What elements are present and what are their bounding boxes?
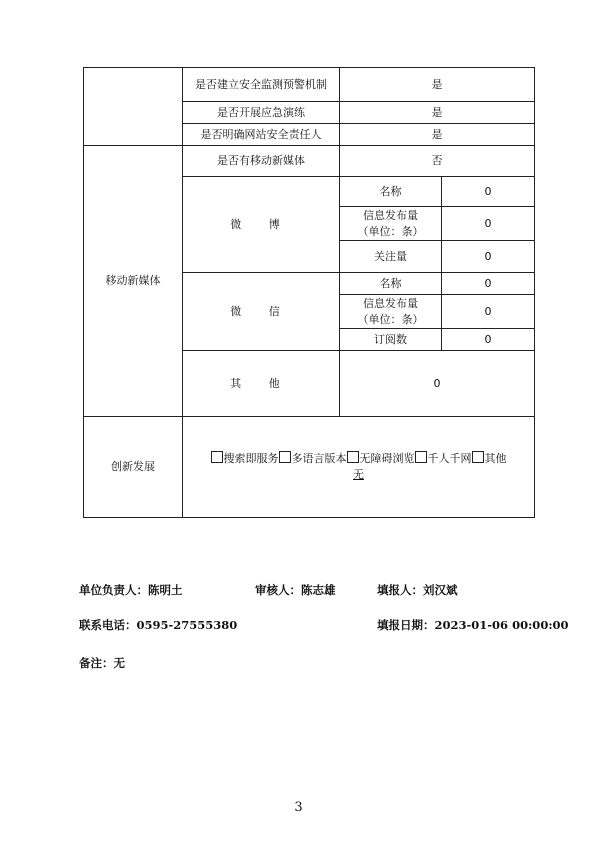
fill-date: 填报日期：2023-01-06 00:00:00 bbox=[377, 618, 569, 632]
wechat-label: 微 信 bbox=[183, 273, 340, 351]
innovation-other-text: 无 bbox=[353, 468, 364, 481]
wechat-name-label: 名称 bbox=[340, 273, 442, 295]
other-media-label: 其 他 bbox=[183, 351, 340, 417]
contact-phone: 联系电话：0595-27555380 bbox=[79, 618, 238, 632]
has-mobile-media-value: 否 bbox=[340, 146, 535, 177]
option-search-service[interactable]: 搜索即服务 bbox=[211, 452, 279, 465]
checkbox-unchecked[interactable] bbox=[347, 451, 359, 463]
checkbox-unchecked[interactable] bbox=[211, 451, 223, 463]
unit-leader: 单位负责人：陈明土 bbox=[79, 583, 183, 597]
weibo-name-value: 0 bbox=[442, 177, 535, 207]
emergency-drill-label: 是否开展应急演练 bbox=[183, 102, 340, 124]
option-personalized[interactable]: 千人千网 bbox=[415, 452, 472, 465]
weibo-posts-value: 0 bbox=[442, 207, 535, 241]
wechat-subscribers-value: 0 bbox=[442, 329, 535, 351]
warning-mechanism-label: 是否建立安全监测预警机制 bbox=[183, 68, 340, 102]
checkbox-unchecked[interactable] bbox=[472, 451, 484, 463]
filler: 填报人：刘汉斌 bbox=[377, 583, 458, 597]
page-number: 3 bbox=[294, 800, 303, 815]
checkbox-unchecked[interactable] bbox=[279, 451, 291, 463]
mobile-media-section-label: 移动新媒体 bbox=[84, 146, 183, 417]
website-report-table bbox=[83, 67, 535, 518]
wechat-name-value: 0 bbox=[442, 273, 535, 295]
option-other[interactable]: 其他 bbox=[472, 452, 507, 465]
security-owner-label: 是否明确网站安全责任人 bbox=[183, 124, 340, 146]
weibo-label: 微 博 bbox=[183, 177, 340, 273]
table-row bbox=[84, 68, 535, 102]
table-row bbox=[84, 146, 535, 177]
security-section-cell bbox=[84, 68, 183, 146]
checkbox-unchecked[interactable] bbox=[415, 451, 427, 463]
weibo-followers-label: 关注量 bbox=[340, 241, 442, 273]
wechat-posts-value: 0 bbox=[442, 295, 535, 329]
warning-mechanism-value: 是 bbox=[340, 68, 535, 102]
table-row bbox=[84, 417, 535, 518]
wechat-posts-label: 信息发布量 （单位：条） bbox=[340, 295, 442, 329]
security-owner-value: 是 bbox=[340, 124, 535, 146]
wechat-subscribers-label: 订阅数 bbox=[340, 329, 442, 351]
has-mobile-media-label: 是否有移动新媒体 bbox=[183, 146, 340, 177]
weibo-posts-label: 信息发布量 （单位：条） bbox=[340, 207, 442, 241]
innovation-options bbox=[183, 417, 535, 518]
reviewer: 审核人：陈志雄 bbox=[255, 583, 336, 597]
option-multilingual[interactable]: 多语言版本 bbox=[279, 452, 347, 465]
innovation-label: 创新发展 bbox=[84, 417, 183, 518]
weibo-followers-value: 0 bbox=[442, 241, 535, 273]
other-media-value: 0 bbox=[340, 351, 535, 417]
remark: 备注：无 bbox=[79, 656, 125, 670]
option-accessibility[interactable]: 无障碍浏览 bbox=[347, 452, 415, 465]
emergency-drill-value: 是 bbox=[340, 102, 535, 124]
weibo-name-label: 名称 bbox=[340, 177, 442, 207]
